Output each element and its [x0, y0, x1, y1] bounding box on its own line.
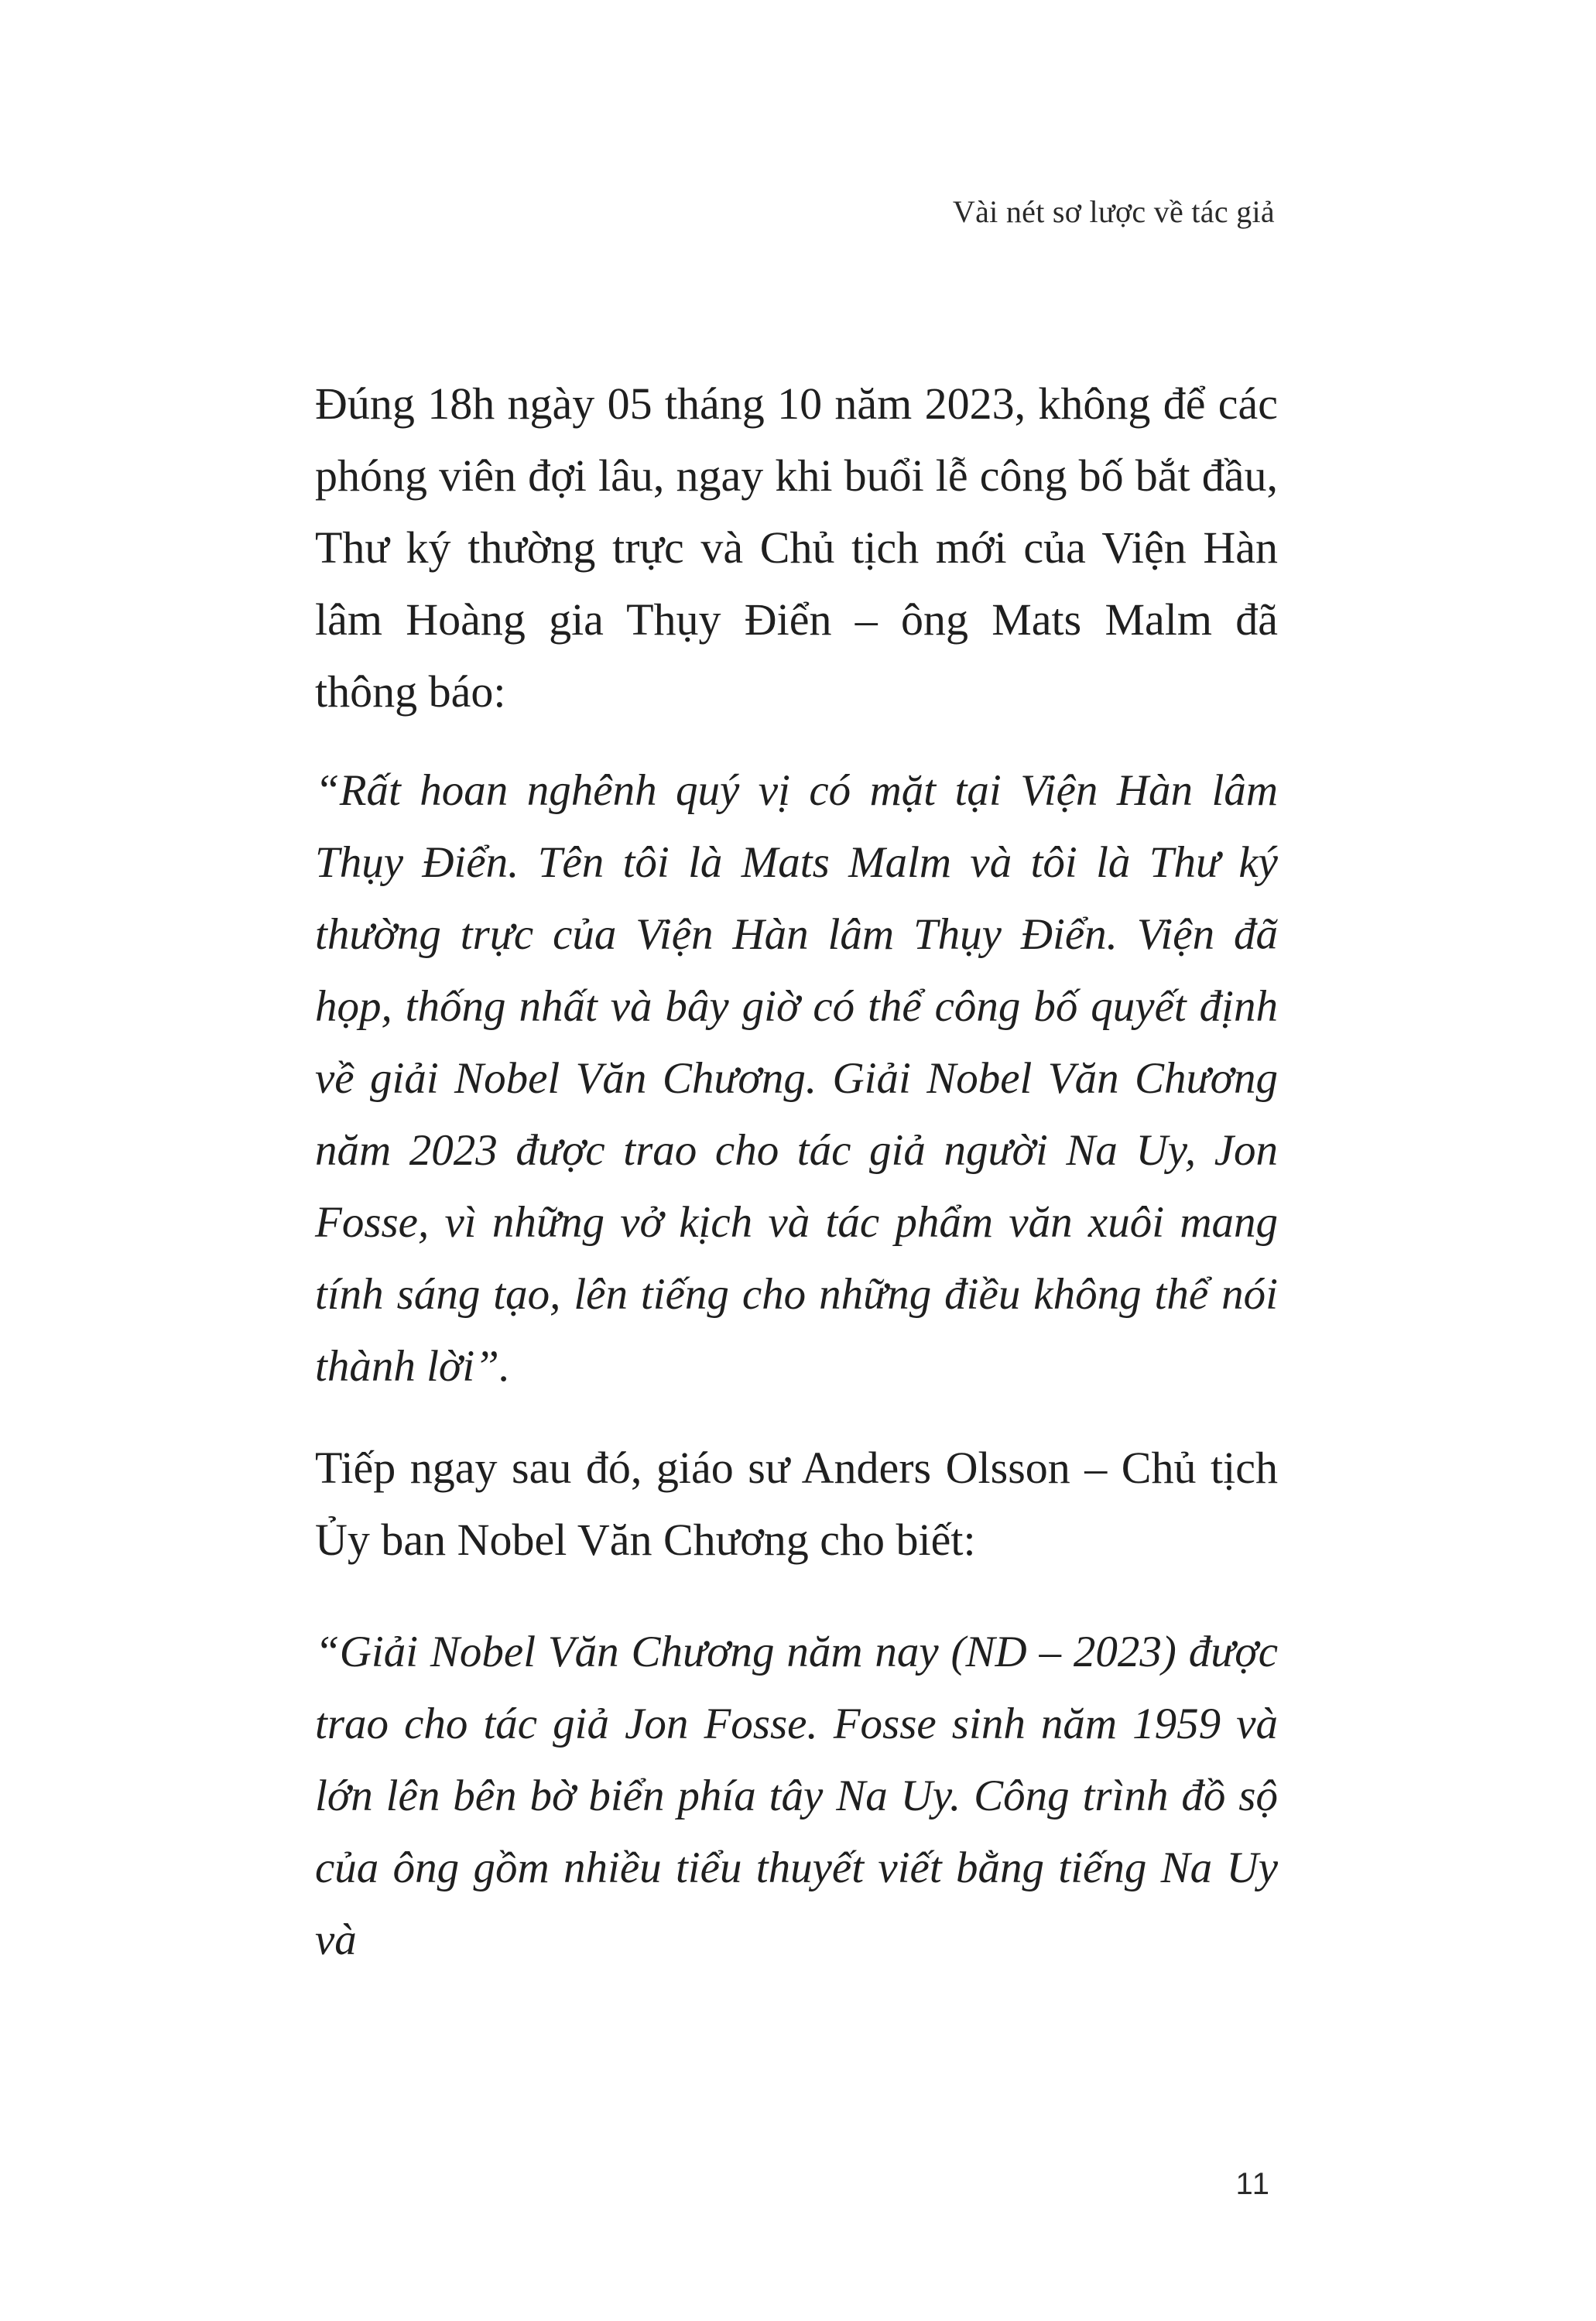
running-header: Vài nét sơ lược về tác giả [952, 194, 1275, 229]
quote-mats-malm: “Rất hoan nghênh quý vị có mặt tại Viện Hàn lâm Thụy Điển. Tên tôi là Mats Malm và tôi là Thư ký thường trực của Viện Hàn lâm Thụy Điển. Viện đã họp, thống nhất và bây giờ có thể công bố quyết định về giải Nobel Văn Chương. Giải Nobel Văn Chương năm 2023 được trao cho tác giả người Na Uy, Jon Fosse, vì những vở kịch và tác phẩm văn xuôi mang tính sáng tạo, lên tiếng cho những điều không thể nói thành lời”. [315, 766, 1278, 1391]
body-paragraph-olsson: Tiếp ngay sau đó, giáo sư Anders Olsson – Chủ tịch Ủy ban Nobel Văn Chương cho biết: [315, 1443, 1278, 1565]
body-paragraph-intro: Đúng 18h ngày 05 tháng 10 năm 2023, không để các phóng viên đợi lâu, ngay khi buổi lễ công bố bắt đầu, Thư ký thường trực và Chủ tịch mới của Viện Hàn lâm Hoàng gia Thụy Điển – ông Mats Malm đã thông báo: [315, 378, 1278, 717]
quote-anders-olsson: “Giải Nobel Văn Chương năm nay (ND – 2023) được trao cho tác giả Jon Fosse. Fosse sinh năm 1959 và lớn lên bên bờ biển phía tây Na Uy. Công trình đồ sộ của ông gồm nhiều tiểu thuyết viết bằng tiếng Na Uy và [315, 1628, 1278, 1964]
page-number: 11 [1235, 2167, 1271, 2201]
